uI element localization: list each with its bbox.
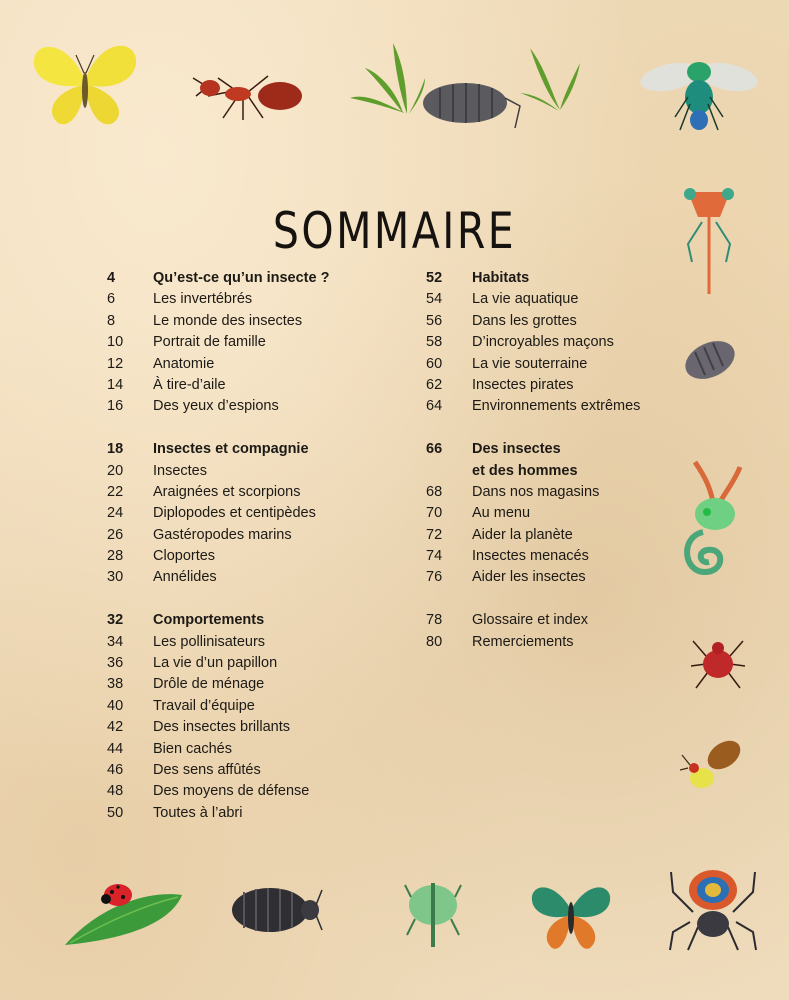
toc-page-number: 52: [426, 270, 443, 286]
toc-page-number: 46: [107, 761, 124, 778]
toc-page-number: 36: [107, 655, 124, 672]
section-gap: [426, 418, 640, 439]
toc-page-number: 16: [107, 398, 124, 415]
toc-entry: [107, 546, 329, 567]
toc-entry-label: Annélides: [153, 569, 217, 586]
toc-entry-label: Portrait de famille: [153, 334, 266, 351]
toc-entry: [426, 567, 640, 588]
toc-entry: [107, 739, 329, 760]
toc-page-number: 8: [107, 312, 116, 329]
toc-entry: [107, 332, 329, 353]
toc-page-number: 24: [107, 505, 124, 522]
toc-entry-label: Des insectes: [472, 441, 561, 458]
yellow-butterfly-icon: [28, 35, 143, 130]
toc-page-number: [426, 461, 472, 482]
toc-page-number: 34: [107, 633, 124, 650]
page-title: SOMMAIRE: [272, 201, 517, 260]
toc-entry: [107, 717, 329, 738]
toc-page-number: 72: [426, 526, 443, 543]
toc-entry-label: Des sens affûtés: [153, 761, 261, 778]
section-gap: [107, 418, 329, 439]
toc-page-number: 18: [107, 441, 124, 458]
toc-page-number: 32: [107, 612, 124, 629]
toc-entry: [426, 546, 640, 567]
toc-entry: [107, 482, 329, 503]
toc-entry: [426, 503, 640, 524]
toc-entry-label: Cloportes: [153, 548, 216, 565]
toc-entry-label: et des hommes: [472, 462, 578, 479]
toc-entry: [107, 503, 329, 524]
toc-page-number: 70: [426, 505, 443, 522]
toc-section-heading: [426, 461, 640, 482]
toc-page-number: 58: [426, 334, 443, 351]
toc-entry-label: La vie aquatique: [472, 291, 579, 308]
toc-entry-label: Insectes: [153, 462, 207, 479]
toc-left-column: [107, 268, 329, 824]
toc-entry-label: La vie d’un papillon: [153, 655, 278, 672]
section-gap: [107, 589, 329, 610]
toc-entry: [107, 375, 329, 396]
toc-right-column: [426, 268, 640, 653]
toc-page-number: 30: [107, 569, 124, 586]
toc-entry-label: Diplopodes et centipèdes: [153, 505, 316, 522]
toc-page-number: 22: [107, 483, 124, 500]
toc-entry-label: Dans les grottes: [472, 312, 577, 329]
toc-page-number: 10: [107, 334, 124, 351]
toc-entry: [107, 311, 329, 332]
toc-page-number: 26: [107, 526, 124, 543]
toc-entry-label: Bien cachés: [153, 740, 232, 757]
toc-entry: [426, 610, 640, 631]
section-gap: [426, 589, 640, 610]
toc-entry-label: Habitats: [472, 270, 530, 286]
toc-entry: [107, 525, 329, 546]
toc-entry: [426, 354, 640, 375]
grass-and-woodlouse-icon: [345, 38, 595, 138]
ladybird-on-leaf-icon: [60, 875, 185, 950]
toc-section-heading: [107, 610, 329, 631]
toc-entry: [426, 332, 640, 353]
toc-entry: [107, 567, 329, 588]
toc-entry: [426, 525, 640, 546]
toc-entry-label: Travail d’équipe: [153, 697, 255, 714]
toc-entry-label: Des yeux d’espions: [153, 398, 279, 415]
toc-section-heading: [107, 439, 329, 460]
toc-entry-label: Le monde des insectes: [153, 312, 303, 329]
toc-entry-label: Les pollinisateurs: [153, 633, 266, 650]
toc-page-number: 60: [426, 355, 443, 372]
toc-page-number: 48: [107, 783, 124, 800]
toc-entry-label: Glossaire et index: [472, 612, 589, 629]
toc-entry-label: Dans nos magasins: [472, 483, 600, 500]
toc-entry-label: Gastéropodes marins: [153, 526, 292, 543]
toc-entry: [107, 760, 329, 781]
toc-section-heading: [426, 439, 640, 460]
toc-entry-label: Insectes pirates: [472, 376, 574, 393]
toc-entry-label: À tire-d’aile: [153, 376, 226, 393]
toc-entry: [107, 803, 329, 824]
toc-page-number: 66: [426, 441, 443, 458]
black-woodlouse-icon: [228, 880, 323, 940]
toc-entry: [107, 653, 329, 674]
toc-entry-label: Environnements extrêmes: [472, 398, 641, 415]
red-ant-icon: [188, 58, 308, 128]
toc-entry: [107, 396, 329, 417]
toc-entry-label: Insectes et compagnie: [153, 441, 309, 458]
toc-page-number: 44: [107, 740, 124, 757]
toc-entry: [107, 696, 329, 717]
toc-entry-label: Araignées et scorpions: [153, 483, 301, 500]
toc-entry-label: Aider les insectes: [472, 569, 586, 586]
toc-page-number: 62: [426, 376, 443, 393]
toc-entry: [107, 461, 329, 482]
toc-entry-label: Insectes menacés: [472, 548, 589, 565]
toc-page-number: 80: [426, 633, 443, 650]
toc-page-number: 78: [426, 612, 443, 629]
water-bug-icon: [403, 875, 463, 950]
toc-entry-label: Drôle de ménage: [153, 676, 265, 693]
toc-page-number: 4: [107, 270, 116, 286]
toc-entry-label: Des insectes brillants: [153, 719, 290, 736]
toc-entry: [107, 781, 329, 802]
green-fly-icon: [640, 42, 758, 137]
toc-entry-label: Qu’est-ce qu’un insecte ?: [153, 270, 330, 286]
toc-entry-label: Anatomie: [153, 355, 215, 372]
toc-page-number: 14: [107, 376, 124, 393]
woodlouse-curled-icon: [680, 330, 740, 390]
toc-entry-label: Remerciements: [472, 633, 574, 650]
peacock-spider-icon: [668, 852, 758, 952]
toc-page-number: 64: [426, 398, 443, 415]
toc-entry-label: Les invertébrés: [153, 291, 253, 308]
toc-entry: [426, 289, 640, 310]
toc-section-heading: [426, 268, 640, 289]
toc-entry: [426, 632, 640, 653]
toc-page-number: 6: [107, 291, 116, 308]
toc-entry-label: Aider la planète: [472, 526, 573, 543]
toc-entry: [426, 311, 640, 332]
toc-page-number: 74: [426, 548, 443, 565]
toc-entry: [426, 396, 640, 417]
toc-page-number: 50: [107, 804, 124, 821]
toc-entry: [107, 674, 329, 695]
toc-page-number: 28: [107, 548, 124, 565]
mantis-head-icon: [680, 182, 738, 297]
toc-entry-label: D’incroyables maçons: [472, 334, 614, 351]
toc-page-number: 68: [426, 483, 443, 500]
red-mite-icon: [688, 626, 748, 696]
toc-entry-label: La vie souterraine: [472, 355, 588, 372]
toc-section-heading: [107, 268, 329, 289]
butterfly-larva-icon: [665, 452, 755, 587]
toc-page-number: 56: [426, 312, 443, 329]
toc-entry-label: Toutes à l’abri: [153, 804, 243, 821]
toc-entry: [107, 289, 329, 310]
toc-page-number: 38: [107, 676, 124, 693]
toc-page-number: 42: [107, 719, 124, 736]
firefly-icon: [680, 730, 750, 800]
toc-page-number: 20: [107, 462, 124, 479]
toc-page-number: 12: [107, 355, 124, 372]
toc-page-number: 76: [426, 569, 443, 586]
toc-page-number: 54: [426, 291, 443, 308]
toc-entry-label: Des moyens de défense: [153, 783, 310, 800]
toc-entry-label: Comportements: [153, 612, 265, 629]
toc-entry: [107, 632, 329, 653]
toc-entry-label: Au menu: [472, 505, 531, 522]
toc-entry: [426, 482, 640, 503]
toc-page-number: 40: [107, 697, 124, 714]
colorful-moth-icon: [530, 878, 612, 953]
toc-entry: [107, 354, 329, 375]
toc-entry: [426, 375, 640, 396]
